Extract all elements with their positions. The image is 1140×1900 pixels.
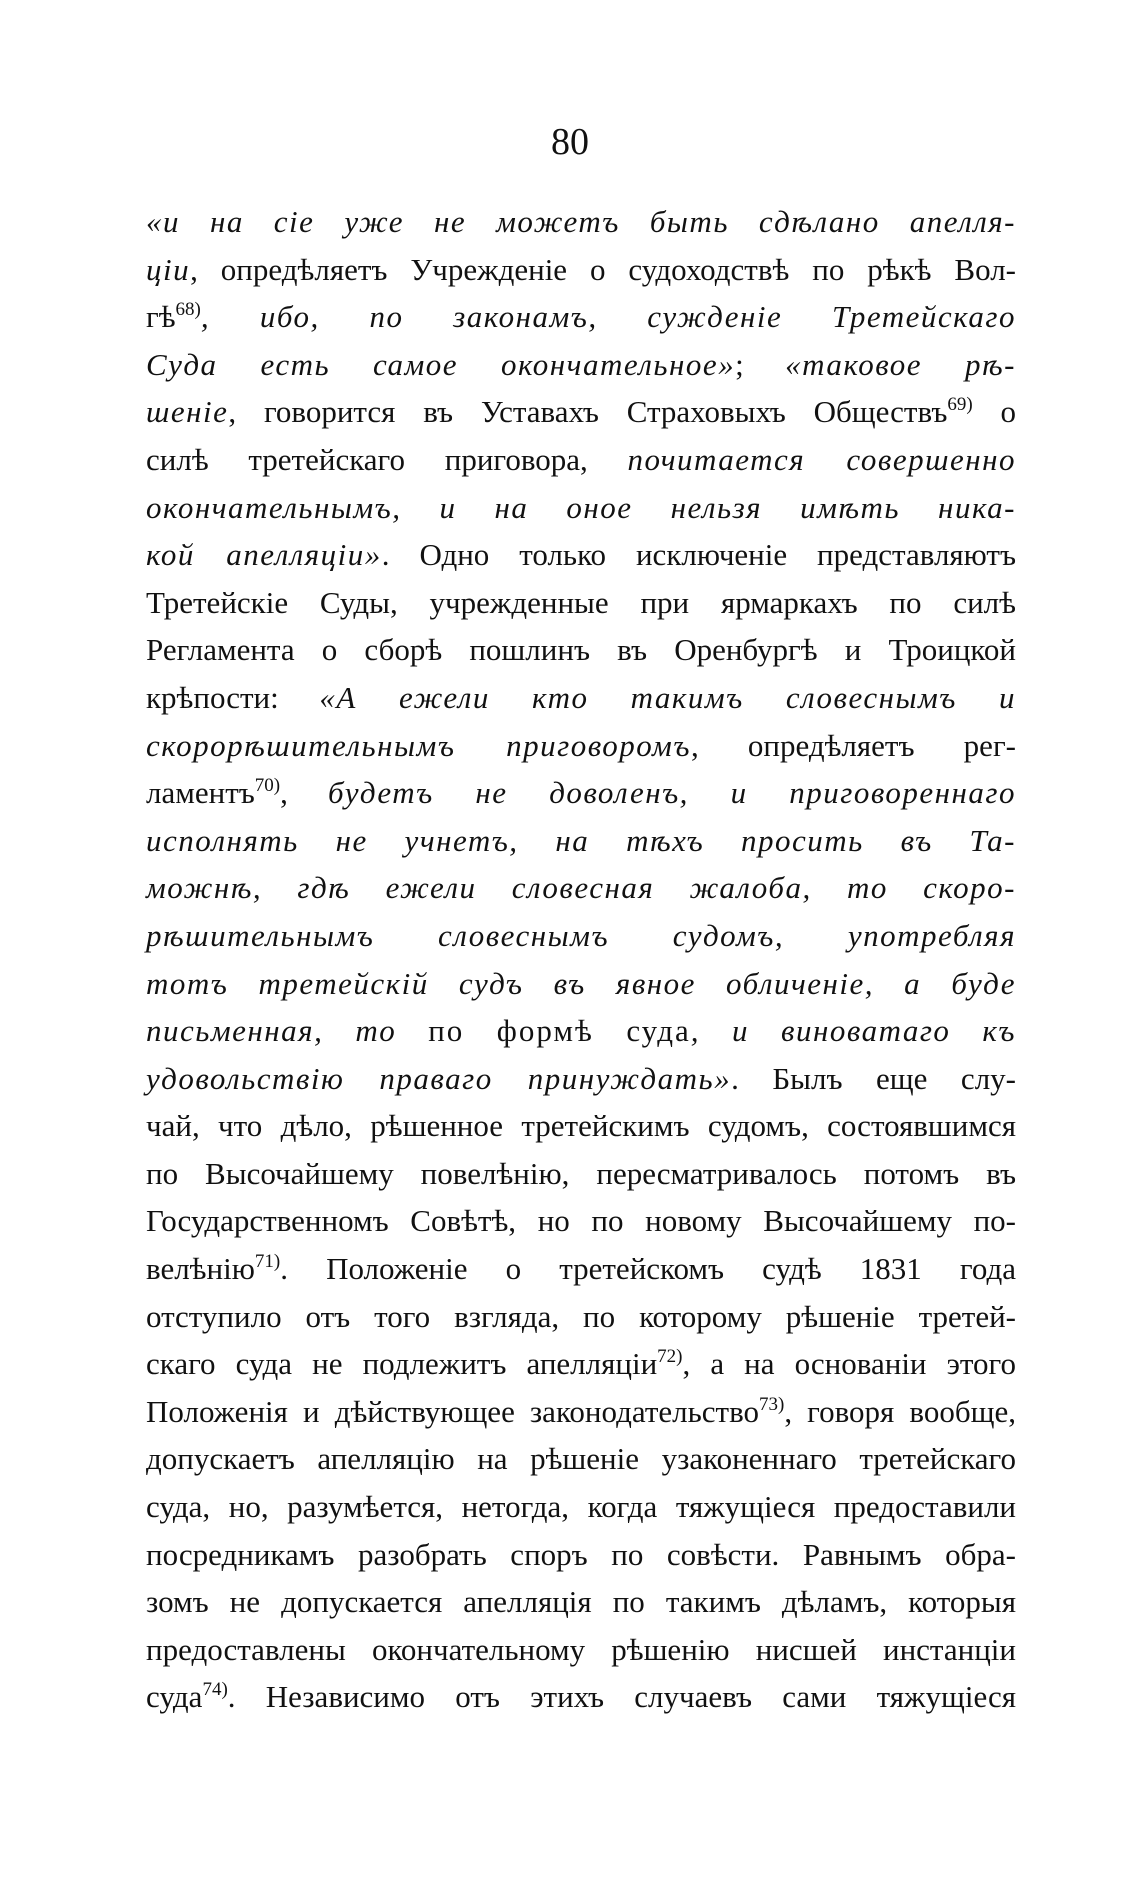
text-line — [146, 769, 1016, 817]
text-run: . Положеніе о третейскомъ судѣ 1831 года — [280, 1251, 1016, 1287]
text-run: . Одно только исключеніе представляютъ — [381, 537, 1016, 573]
footnote-marker: 71) — [254, 1251, 281, 1273]
text-line — [146, 293, 1016, 341]
italic-text: почитается совершенно — [627, 441, 1016, 477]
italic-text: кой апелляціи» — [146, 537, 382, 573]
italic-text: «и на сіе уже не можетъ быть сдѣлано апелля- — [146, 204, 1016, 239]
italic-text: рѣшительнымъ словеснымъ судомъ, употребляя — [146, 917, 1016, 953]
text-run: Положенія и дѣйствующее законодательство — [146, 1393, 759, 1429]
italic-text: скорорѣшительнымъ приговоромъ — [146, 727, 691, 763]
footnote-marker: 70) — [254, 775, 281, 797]
text-line — [146, 388, 1016, 436]
text-line — [146, 1150, 1016, 1198]
text-run: скаго суда не подлежитъ апелляціи — [146, 1346, 658, 1382]
text-run: гѣ — [146, 299, 176, 335]
text-line — [146, 484, 1016, 532]
text-run: посредникамъ разобрать споръ по совѣсти. Равнымъ обра- — [146, 1536, 1016, 1572]
text-line — [146, 579, 1016, 627]
text-line — [146, 626, 1016, 674]
text-run: допускаетъ апелляцію на рѣшеніе узаконеннаго третейскаго — [146, 1441, 1016, 1477]
text-run: Регламента о сборѣ пошлинъ въ Оренбургѣ и Троицкой — [146, 632, 1016, 668]
italic-text: , ибо, по законамъ, сужденіе Третейскаго — [200, 299, 1016, 335]
text-line — [146, 1007, 1016, 1055]
text-run: зомъ не допускается апелляція по такимъ дѣламъ, которыя — [146, 1584, 1016, 1620]
italic-text: исполнять не учнетъ, на тѣхъ просить въ Та- — [146, 822, 1016, 858]
footnote-marker: 69) — [947, 394, 973, 416]
text-run: велѣнію — [146, 1251, 255, 1287]
text-run: , — [280, 775, 329, 811]
text-run: силѣ третейскаго приговора, — [146, 441, 628, 477]
text-line — [146, 1245, 1016, 1293]
text-line — [146, 198, 1016, 246]
italic-text: окончательнымъ, и на оное нельзя имѣть ника- — [146, 489, 1016, 525]
italic-text: письменная, то — [146, 1013, 429, 1049]
italic-text: шеніе — [146, 394, 229, 430]
text-run: ; — [735, 346, 786, 382]
text-run: по формѣ суда — [428, 1013, 691, 1049]
text-line — [146, 1531, 1016, 1579]
text-run: . Былъ еще слу- — [731, 1060, 1016, 1096]
text-run: . Независимо отъ этихъ случаевъ сами тяжущіеся — [227, 1679, 1016, 1715]
text-line — [146, 1626, 1016, 1674]
italic-text: тотъ третейскій судъ въ явное обличеніе, а буде — [146, 965, 1016, 1001]
text-line — [146, 1055, 1016, 1103]
text-run: , говорится въ Уставахъ Страховыхъ Обществъ — [228, 394, 948, 430]
italic-text: можнѣ, гдѣ ежели словесная жалоба, то скоро- — [146, 870, 1016, 906]
text-run: чай, что дѣло, рѣшенное третейскимъ судомъ, состоявшимся — [146, 1108, 1016, 1144]
footnote-marker: 68) — [175, 299, 201, 321]
text-run: , опредѣляетъ Учрежденіе о судоходствѣ по рѣкѣ Вол- — [190, 251, 1016, 287]
italic-text: , и виноватаго къ — [690, 1013, 1017, 1049]
text-run: крѣпости: — [146, 679, 320, 715]
text-line — [146, 1340, 1016, 1388]
text-line — [146, 1293, 1016, 1341]
footnote-marker: 74) — [202, 1679, 228, 1701]
text-line — [146, 531, 1016, 579]
text-line — [146, 1673, 1016, 1721]
text-run: ламентъ — [146, 775, 255, 811]
italic-text: ціи — [146, 251, 191, 287]
text-run: Государственномъ Совѣтѣ, но по новому Высочайшему по- — [146, 1203, 1016, 1239]
text-run: о — [972, 394, 1017, 430]
text-line — [146, 436, 1016, 484]
italic-text: будетъ не доволенъ, и приговореннаго — [328, 775, 1016, 811]
italic-text: «таковое рѣ- — [785, 346, 1016, 382]
italic-text: удовольствію праваго принуждать» — [146, 1060, 732, 1096]
footnote-marker: 73) — [759, 1393, 785, 1415]
page-number: 80 — [551, 121, 589, 163]
body-text — [146, 198, 1016, 1721]
text-line — [146, 1483, 1016, 1531]
text-run: , а на основаніи этого — [682, 1346, 1016, 1382]
text-run: суда, но, разумѣется, нетогда, когда тяжущіеся предоставили — [146, 1489, 1016, 1525]
text-run: предоставлены окончательному рѣшенію нисшей инстанціи — [146, 1631, 1016, 1667]
text-run: , говоря вообще, — [784, 1393, 1016, 1429]
italic-text: Суда есть самое окончательное» — [146, 346, 736, 382]
text-line — [146, 864, 1016, 912]
text-line — [146, 674, 1016, 722]
text-line — [146, 1102, 1016, 1150]
text-run: отступило отъ того взгляда, по которому рѣшеніе третей- — [146, 1298, 1016, 1334]
text-run: по Высочайшему повелѣнію, пересматривалось потомъ въ — [146, 1155, 1016, 1191]
text-line — [146, 1197, 1016, 1245]
text-line — [146, 1435, 1016, 1483]
text-run: , опредѣляетъ рег- — [690, 727, 1016, 763]
text-line — [146, 912, 1016, 960]
text-line — [146, 817, 1016, 865]
text-run: суда — [146, 1679, 203, 1715]
text-line — [146, 1388, 1016, 1436]
italic-text: «А ежели кто такимъ словеснымъ и — [319, 679, 1017, 715]
text-line — [146, 341, 1016, 389]
text-line — [146, 246, 1016, 294]
footnote-marker: 72) — [657, 1346, 683, 1368]
text-line — [146, 722, 1016, 770]
text-line — [146, 960, 1016, 1008]
text-line — [146, 1578, 1016, 1626]
text-run: Третейскіе Суды, учрежденные при ярмаркахъ по силѣ — [146, 584, 1016, 620]
